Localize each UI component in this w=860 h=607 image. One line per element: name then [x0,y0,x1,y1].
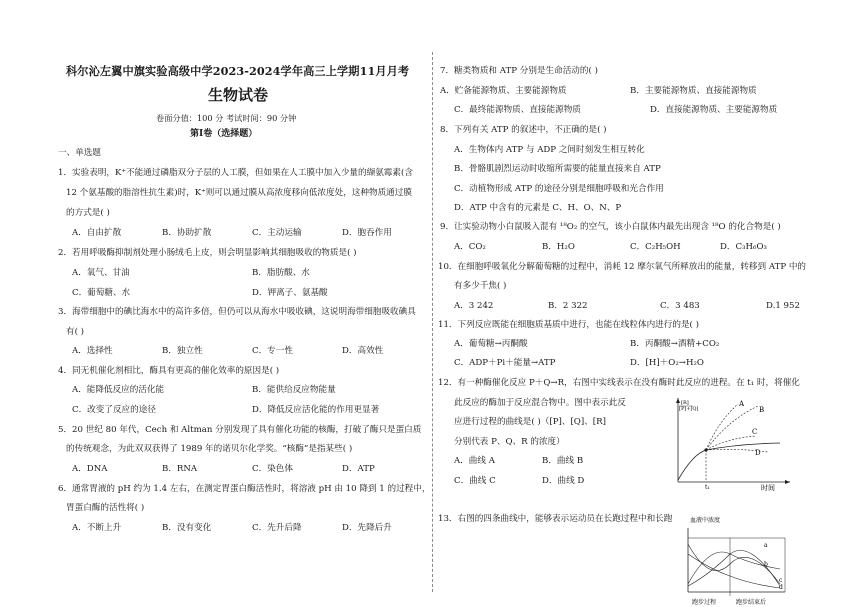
option: C．染色体 [252,464,293,474]
option: A．氧气、甘油 [72,268,130,278]
question-line: 9．让实验动物小白鼠吸入混有 ¹⁸O₂ 的空气，该小白鼠体内最先出现含 ¹⁸O 的化合物是( ) [440,222,781,232]
option: B．H₂O [542,242,575,252]
option: C．主动运输 [252,228,302,238]
option: D．高效性 [342,346,384,356]
option: C．先升后降 [252,523,302,533]
option: B．曲线 B [542,456,584,466]
option: C．ADP＋Pi＋能量→ATP [454,358,556,368]
question-line: 7．糖类物质和 ATP 分别是生命活动的( ) [440,66,598,76]
option: B．骨骼肌剧烈运动时收缩所需要的能量直接来自 ATP [454,164,661,174]
option: A．CO₂ [454,242,486,252]
curve-label-a: a [764,542,768,549]
option: D．曲线 D [542,476,585,486]
question-line: 1．实验表明，K⁺不能通过磷脂双分子层的人工膜，但如果在人工膜中加入少量的缬氨霉素(含 [58,168,413,178]
y-axis-arrow [676,398,680,403]
question-line: 12 个氨基酸的脂溶性抗生素)时，K⁺则可以通过膜从高浓度移向低浓度处，这种物质通过膜 [66,188,412,198]
question-line: 分别代表 P、Q、R 的浓度） [454,437,565,447]
question-line: 3．海带细胞中的碘比海水中的高许多倍，但仍可以从海水中吸收碘，这说明海带细胞吸收碘具 [58,307,416,317]
option: B．协助扩散 [162,228,212,238]
option: D．胞吞作用 [342,228,392,238]
curve-label-d: D [755,449,761,457]
option: D．钾离子、氨基酸 [252,288,328,298]
x-axis-label-after: 跑步结束后 [736,599,767,606]
option: D．ATP 中含有的元素是 C、H、O、N、P [454,203,622,213]
option: D．C₃H₆O₃ [720,242,767,252]
option: C．3 483 [660,301,700,311]
option: B．丙酮酸→酒精+CO₂ [630,339,720,349]
y-axis-label-bottom: [P]+[Q] [679,406,699,412]
question-line: 8．下列有关 ATP 的叙述中，不正确的是( ) [440,125,607,135]
option: A．生物体内 ATP 与 ADP 之间时刻发生相互转化 [454,145,645,155]
section-title: 一、单选题 [58,148,101,158]
question-line: 5．20 世纪 80 年代，Cech 和 Altman 分别发现了具有催化功能的核酶，打破了酶只是蛋白质 [58,425,422,435]
curve-label-d: d [779,584,783,591]
subject-title: 生物试卷 [208,86,269,104]
option: A．3 242 [454,301,494,311]
x-axis-label: 时间 [761,484,775,492]
option: B．RNA [162,464,198,474]
question-line: 4．同无机催化剂相比，酶具有更高的催化效率的原因是( ) [58,366,280,376]
part-title: 第Ⅰ卷（选择题） [190,129,258,139]
option: D．降低反应活化能的作用更显著 [252,405,380,415]
curve-d [688,554,780,588]
q13-blood-figure [680,514,800,606]
option: A．不断上升 [72,523,122,533]
question-line: 胃蛋白酶的活性将( ) [66,503,145,513]
question-line: 13．右图的四条曲线中，能够表示运动员在长跑过程中和长跑 [438,514,673,524]
question-line: 应进行过程的曲线是( )（[P]、[Q]、[R] [454,417,606,427]
option: C．动植物形成 ATP 的途径分别是细胞呼吸和光合作用 [454,184,664,194]
option: B．主要能源物质、直接能源物质 [630,86,757,96]
option: C．曲线 C [454,476,496,486]
question-line: 此反应的酶加于反应混合物中。图中表示此反 [454,398,626,408]
x-axis-arrow [785,480,790,484]
q12-reaction-figure [668,392,800,492]
option: D．[H]＋O₂→H₂O [630,358,704,368]
option: A．能降低反应的活化能 [72,385,165,395]
exam-title: 科尔沁左翼中旗实验高级中学2023-2024学年高三上学期11月月考 [66,64,410,78]
question-line: 12．有一种酶催化反应 P＋Q→R，右图中实线表示在没有酶时此反应的进程。在 t₁ 时，将催化 [438,378,800,388]
curve-label-c: c [779,577,783,584]
x-axis-label-running: 跑步过程 [692,599,717,606]
option: C．最终能源物质、直接能源物质 [454,105,581,115]
question-line: 有( ) [66,327,85,337]
option: B．脂肪酸、水 [252,268,310,278]
option: A．选择性 [72,346,113,356]
option: B．2 322 [548,301,588,311]
option: C．葡萄糖、水 [72,288,131,298]
option: C．改变了反应的途径 [72,405,156,415]
option: D．直接能源物质、主要能源物质 [650,105,778,115]
option: D．ATP [342,464,375,474]
option: A．DNA [72,464,108,474]
option: D.1 952 [766,301,800,311]
option: A．葡萄糖→丙酮酸 [454,339,528,349]
curve-label-b: B [759,406,765,414]
y-axis-label: 血液中浓度 [690,517,721,524]
option: D．先降后升 [342,523,392,533]
curve-baseline [678,443,780,480]
option: B．独立性 [162,346,203,356]
exam-meta: 卷面分值：100 分 考试时间：90 分钟 [156,113,297,123]
t1-label: t₁ [705,484,710,491]
option: A．曲线 A [454,456,495,466]
question-line: 的传统观念，为此双双获得了 1989 年的诺贝尔化学奖。“核酶”是指某些( ) [66,444,353,454]
option: B．没有变化 [162,523,212,533]
option: C．专一性 [252,346,293,356]
curve-a [706,404,738,450]
option: B．能供给反应物能量 [252,385,336,395]
question-line: 的方式是( ) [66,208,110,218]
question-line: 2．若用呼吸酶抑制剂处理小肠绒毛上皮，则会明显影响其细胞吸收的物质是( ) [58,248,357,258]
column-divider [432,52,433,592]
curve-label-b: b [764,561,768,568]
question-line: 10．在细胞呼吸氧化分解葡萄糖的过程中，消耗 12 摩尔氧气所释放出的能量，转移到 ATP 中的 [438,262,807,272]
curve-c [706,436,756,450]
question-line: 11．下列反应既能在细胞质基质中进行，也能在线粒体内进行的是( ) [438,320,699,330]
question-line: 有多少千焦( ) [454,281,507,291]
curve-label-a: A [739,400,745,408]
question-line: 6．通常胃液的 pH 约为 1.4 左右，在测定胃蛋白酶活性时，将溶液 pH 由 10 降到 1 的过程中， [58,484,431,494]
option: A．自由扩散 [72,228,122,238]
curve-label-c: C [752,428,758,436]
option: A．贮备能源物质、主要能源物质 [440,86,567,96]
curve-b [706,406,758,450]
y-axis-label-top: [R] [681,400,689,406]
option: C．C₂H₅OH [630,242,681,252]
